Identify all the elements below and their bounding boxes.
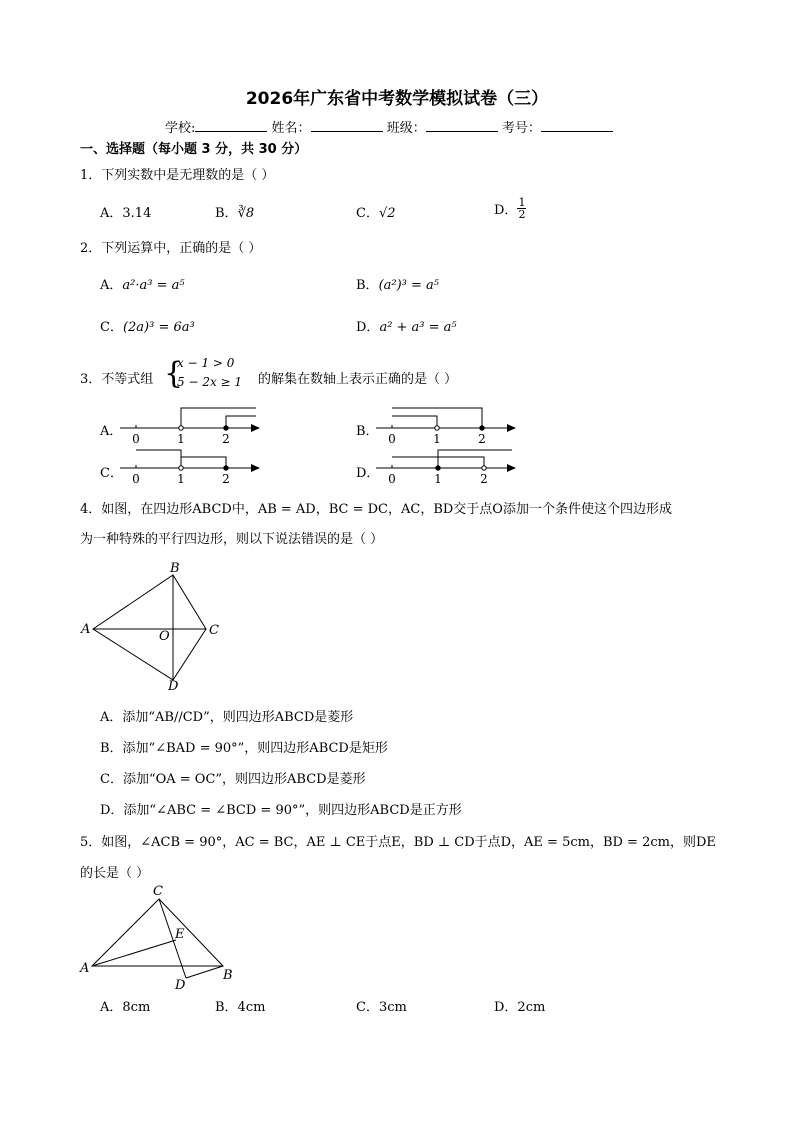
page-title: 2026年广东省中考数学模拟试卷（三） — [245, 89, 549, 109]
tick-label: 1 — [177, 432, 185, 446]
q5-stem-line1: 5．如图，∠ACB = 90°，AC = BC，AE ⊥ CE于点E，BD ⊥ CD于点D，AE = 5cm，BD = 2cm，则DE — [80, 835, 716, 850]
q5-figure-triangle — [78, 882, 238, 992]
tick-label: 2 — [222, 472, 230, 486]
tick-label: 0 — [388, 472, 396, 486]
q1-option-d[interactable]: D． $\frac{1}{2}$ — [494, 196, 526, 221]
exam-no-label: 考号： — [501, 121, 541, 136]
q3-number-line-a — [120, 404, 260, 444]
vertex-label-c: C — [209, 623, 219, 638]
school-blank[interactable] — [195, 119, 267, 132]
q2-stem: 2．下列运算中，正确的是（ ） — [80, 241, 262, 256]
q5-stem-line2: 的长是（ ） — [80, 866, 150, 881]
vertex-label-b: B — [170, 561, 180, 576]
q5-option-c[interactable]: C．3cm — [356, 1000, 407, 1015]
tick-label: 1 — [434, 472, 442, 486]
exam-no-blank[interactable] — [541, 119, 613, 132]
q3-brace: { — [164, 356, 184, 391]
q2-option-a[interactable]: A．a²·a³ = a⁵ — [100, 278, 185, 293]
q5-option-a[interactable]: A．8cm — [100, 1000, 151, 1015]
center-label-o: O — [159, 629, 170, 644]
tick-label: 2 — [222, 432, 230, 446]
q4-option-c[interactable]: C．添加“OA = OC”，则四边形ABCD是菱形 — [100, 772, 366, 787]
q3-ineq2: 5 − 2x ≥ 1 — [177, 375, 243, 389]
student-info-line — [165, 117, 613, 136]
tick-label: 1 — [433, 432, 441, 446]
tick-label: 1 — [177, 472, 185, 486]
vertex-label-a: A — [81, 622, 91, 637]
q1-option-c[interactable]: C．√2 — [356, 206, 396, 221]
class-label: 班级： — [386, 121, 426, 136]
q3-number-line-d — [376, 446, 516, 486]
tick-label: 2 — [480, 472, 488, 486]
vertex-label-e: E — [175, 927, 185, 942]
name-label: 姓名： — [271, 121, 311, 136]
vertex-label-a: A — [80, 961, 90, 976]
q4-option-b[interactable]: B．添加“∠BAD = 90°”，则四边形ABCD是矩形 — [100, 741, 388, 756]
vertex-label-d: D — [175, 978, 186, 993]
q3-option-d[interactable]: D． — [356, 466, 380, 481]
vertex-label-c: C — [153, 884, 163, 899]
name-blank[interactable] — [311, 119, 383, 132]
q1-option-b[interactable]: B．∛8 — [215, 206, 255, 221]
q3-option-a[interactable]: A． — [100, 424, 123, 439]
school-label: 学校: — [165, 121, 196, 136]
q3-number-line-b — [376, 404, 516, 444]
section-header: 一、选择题（每小题 3 分，共 30 分） — [80, 142, 308, 157]
q3-number-line-c — [120, 446, 260, 486]
q2-option-c[interactable]: C．(2a)³ = 6a³ — [100, 320, 195, 335]
q2-option-b[interactable]: B．(a²)³ = a⁵ — [356, 278, 439, 293]
tick-label: 0 — [132, 472, 140, 486]
q5-option-d[interactable]: D．2cm — [494, 1000, 546, 1015]
q1-d-fraction: $\frac{1}{2}$ — [518, 196, 526, 221]
q4-stem-line1: 4．如图，在四边形ABCD中，AB = AD，BC = DC，AC，BD交于点O添加一个条件使这个四边形成 — [80, 502, 672, 517]
q1-c-math: √2 — [378, 206, 396, 221]
q2-option-d[interactable]: D．a² + a³ = a⁵ — [356, 320, 457, 335]
q1-b-math: ∛8 — [237, 206, 255, 221]
q4-figure-quadrilateral — [78, 558, 228, 693]
class-blank[interactable] — [426, 119, 498, 132]
tick-label: 0 — [132, 432, 140, 446]
q3-option-b[interactable]: B． — [356, 424, 379, 439]
tick-label: 2 — [478, 432, 486, 446]
q3-option-c[interactable]: C． — [100, 466, 123, 481]
q5-option-b[interactable]: B．4cm — [215, 1000, 266, 1015]
q4-option-d[interactable]: D．添加“∠ABC = ∠BCD = 90°”，则四边形ABCD是正方形 — [100, 803, 462, 818]
q4-stem-line2: 为一种特殊的平行四边形，则以下说法错误的是（ ） — [80, 532, 384, 547]
q1-stem: 1．下列实数中是无理数的是（ ） — [80, 168, 275, 183]
q1-option-a[interactable]: A．3.14 — [100, 206, 152, 221]
vertex-label-b: B — [223, 968, 233, 983]
vertex-label-d: D — [168, 679, 179, 694]
tick-label: 0 — [388, 432, 396, 446]
q3-ineq1: x − 1 > 0 — [177, 356, 235, 370]
q4-option-a[interactable]: A．添加“AB//CD”，则四边形ABCD是菱形 — [100, 710, 354, 725]
